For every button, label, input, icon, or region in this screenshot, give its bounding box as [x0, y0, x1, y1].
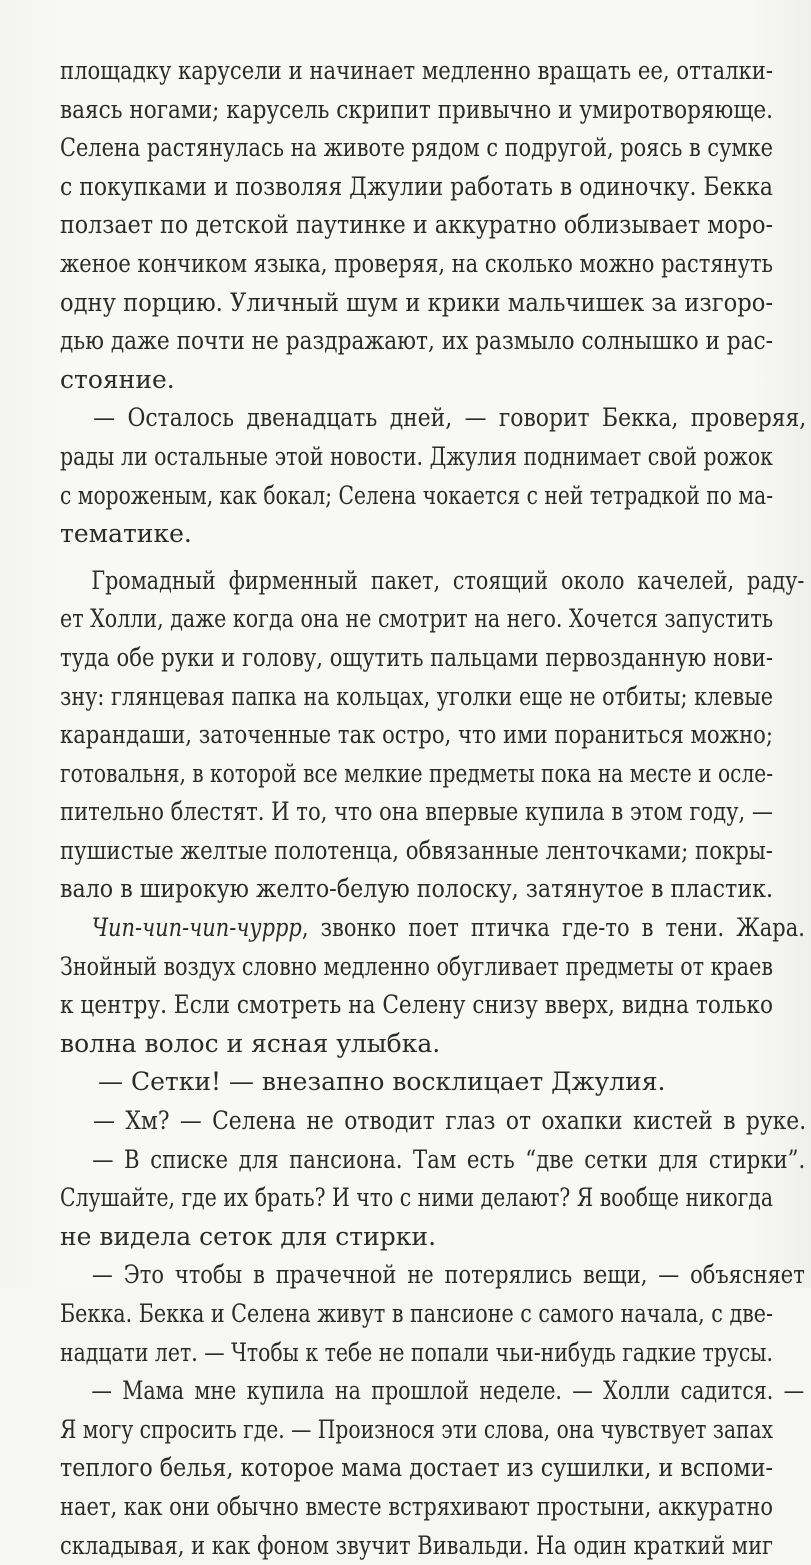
line-text: складывая, и как фоном звучит Вивальди. На один краткий миг [60, 1530, 774, 1560]
line-text: ползает по детской паутинке и аккуратно облизывает моро- [60, 210, 773, 240]
line-text: теплого белья, которое мама достает из сушилки, и вспоми- [60, 1453, 774, 1483]
line-text: с покупками и позволяя Джулии работать в одиночку. Бекка [60, 171, 773, 201]
text-line [60, 678, 773, 717]
text-line [60, 716, 773, 755]
text-line [60, 1256, 805, 1295]
text-line [60, 245, 773, 284]
text-line [60, 1372, 804, 1411]
paragraph-gap [60, 554, 773, 562]
text-line [60, 1295, 773, 1334]
text-line [60, 438, 773, 477]
line-text: — Мама мне купила на прошлой неделе. — Холли садится. — [91, 1376, 805, 1406]
line-text: дью даже почти не раздражают, их размыло солнышко и рас- [60, 326, 773, 356]
text-line [60, 399, 806, 438]
line-text: рады ли остальные этой новости. Джулия поднимает свой рожок [60, 441, 774, 471]
line-text: с мороженым, как бокал; Селена чокается с ней тетрадкой по ма- [60, 480, 774, 510]
text-line [60, 206, 773, 245]
line-text: не видела сеток для стирки. [60, 1221, 437, 1251]
line-text: женое кончиком языка, проверяя, на сколько можно растянуть [60, 248, 773, 278]
text-line [60, 1025, 773, 1064]
text-line [60, 477, 773, 516]
line-text: карандаши, заточенные так остро, что ими пораниться можно; [60, 720, 773, 750]
line-text: надцати лет. — Чтобы к тебе не попали чьи-нибудь гадкие трусы. [60, 1337, 774, 1367]
text-line [60, 1179, 773, 1218]
line-text: ваясь ногами; карусель скрипит привычно и умиротворяюще. [60, 94, 774, 124]
text-line [60, 515, 773, 554]
line-text: Бекка. Бекка и Селена живут в пансионе с самого начала, с две- [60, 1299, 774, 1328]
line-text: к центру. Если смотреть на Селену снизу вверх, видна только [60, 990, 773, 1020]
line-text: нает, как они обычно вместе встряхивают простыни, аккуратно [60, 1491, 774, 1521]
text-line [60, 91, 773, 130]
line-text: Знойный воздух словно медленно обугливает предметы от краев [60, 951, 773, 981]
text-line [60, 755, 773, 794]
text-line [60, 1449, 773, 1488]
text-line [60, 1488, 773, 1527]
line-text: Селена растянулась на животе рядом с подругой, роясь в сумке [60, 133, 773, 163]
line-text: Я могу спросить где. — Произнося эти слова, она чувствует запах [60, 1414, 774, 1444]
text-line [60, 793, 773, 832]
text-line [60, 284, 773, 323]
text-line [60, 129, 773, 168]
text-line [60, 1102, 806, 1141]
text-line [60, 1527, 773, 1565]
text-line [60, 1063, 773, 1102]
line-text: — Сетки! — внезапно восклицает Джулия. [98, 1067, 666, 1097]
page-body-text [60, 52, 807, 1565]
text-line [60, 1218, 773, 1257]
line-text: тематике. [60, 519, 192, 549]
line-text: пительно блестят. И то, что она впервые купила в этом году, — [60, 797, 774, 827]
text-line [60, 562, 804, 601]
line-text: туда обе руки и голову, ощутить пальцами первозданную нови- [60, 642, 774, 672]
line-text: , звонко поет птичка где-то в тени. Жара. [301, 913, 805, 943]
text-line [60, 986, 773, 1025]
text-line [60, 361, 773, 400]
line-text: вало в широкую желто-белую полоску, затянутое в пластик. [60, 874, 774, 904]
line-text: площадку карусели и начинает медленно вращать ее, отталки- [60, 56, 774, 85]
line-text: зну: глянцевая папка на кольцах, уголки еще не отбиты; клевые [60, 681, 774, 711]
text-line [60, 168, 773, 207]
line-text: стояние. [60, 364, 175, 394]
text-line [60, 870, 773, 909]
line-text: одну порцию. Уличный шум и крики мальчишек за изгоро- [60, 287, 773, 317]
text-line [60, 948, 773, 987]
line-text: Громадный фирменный пакет, стоящий около качелей, раду- [91, 565, 805, 595]
line-text: волна волос и ясная улыбка. [60, 1028, 441, 1058]
italic-phrase: Чип-чип-чип-чуррр [91, 913, 302, 943]
line-text: готовальня, в которой все мелкие предметы пока на месте и осле- [60, 758, 774, 788]
line-text: — Это чтобы в прачечной не потерялись вещи, — объясняет [91, 1260, 805, 1290]
text-line [60, 600, 773, 639]
text-line [60, 1141, 805, 1180]
line-text: — Осталось двенадцать дней, — говорит Бекка, проверяя, [93, 403, 807, 433]
line-text: — В списке для пансиона. Там есть “две сетки для стирки”. [92, 1144, 806, 1174]
line-text: — Хм? — Селена не отводит глаз от охапки кистей в руке. [93, 1106, 807, 1136]
text-line [60, 909, 805, 948]
text-line [60, 52, 773, 91]
line-text: Слушайте, где их брать? И что с ними делают? Я вообще никогда [60, 1183, 773, 1213]
line-text: ет Холли, даже когда она не смотрит на него. Хочется запустить [60, 604, 774, 634]
text-line [60, 832, 773, 871]
text-line [60, 1411, 773, 1450]
text-line [60, 1334, 773, 1373]
text-line [60, 639, 773, 678]
text-line [60, 322, 773, 361]
line-text: пушистые желтые полотенца, обвязанные ленточками; покры- [60, 835, 773, 865]
